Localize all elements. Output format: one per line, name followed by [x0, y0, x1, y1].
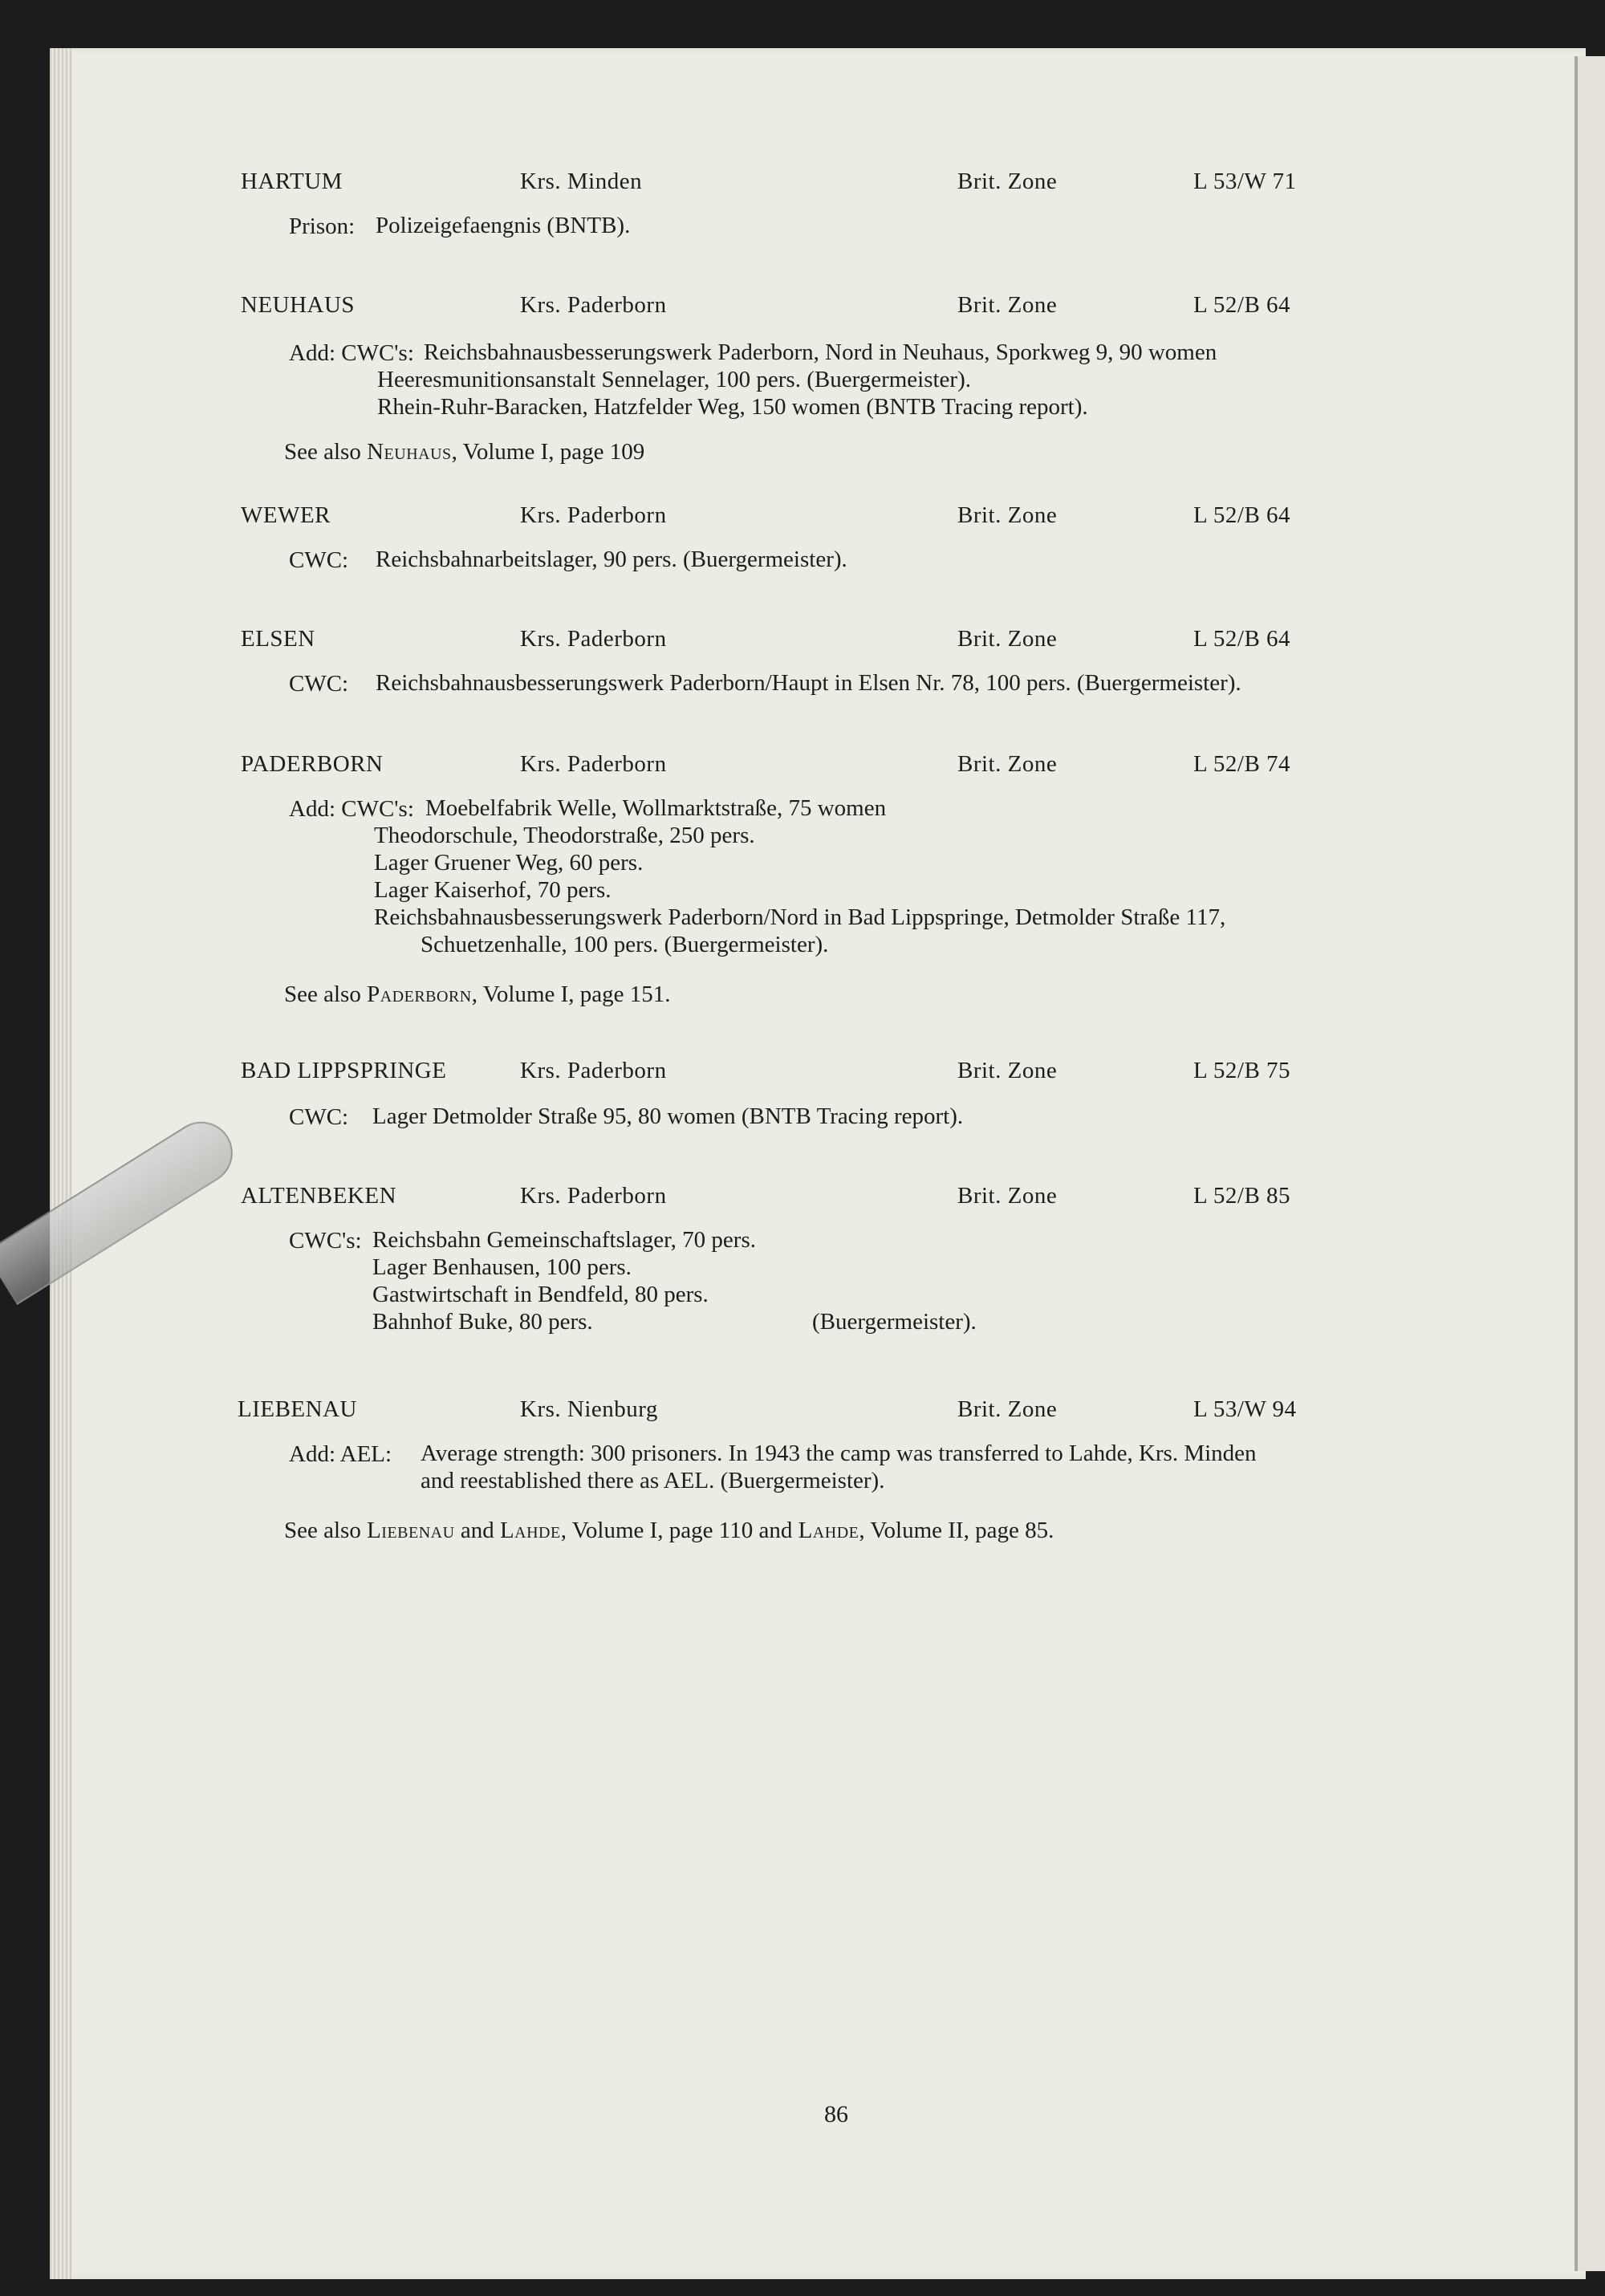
entry-zone: Brit. Zone: [957, 1396, 1058, 1422]
entry-line: Reichsbahnausbesserungswerk Paderborn/Haupt in Elsen Nr. 78, 100 pers. (Buergermeister).: [376, 670, 1241, 696]
entry-line: Theodorschule, Theodorstraße, 250 pers.: [374, 823, 755, 848]
entry-zone: Brit. Zone: [957, 1058, 1058, 1083]
entry-label: Prison:: [289, 213, 356, 239]
entry-line: Lager Kaiserhof, 70 pers.: [374, 877, 612, 903]
entry-place: LIEBENAU: [238, 1396, 357, 1422]
entry-line: Lager Benhausen, 100 pers.: [372, 1254, 632, 1280]
entry-zone: Brit. Zone: [957, 292, 1058, 318]
entry-district: Krs. Nienburg: [520, 1396, 658, 1422]
entry-label: CWC:: [289, 1104, 349, 1130]
entry-district: Krs. Paderborn: [520, 502, 667, 528]
entry-label: CWC:: [289, 547, 349, 573]
entry-line: Heeresmunitionsanstalt Sennelager, 100 pers. (Buergermeister).: [377, 367, 971, 392]
entry-grid-ref: L 52/B 64: [1193, 502, 1291, 528]
entry-line: Reichsbahn Gemeinschaftslager, 70 pers.: [372, 1227, 756, 1253]
entry-zone: Brit. Zone: [957, 626, 1058, 652]
entry-line: Moebelfabrik Welle, Wollmarktstraße, 75 women: [425, 795, 887, 821]
entry-note: (Buergermeister).: [812, 1309, 977, 1335]
entry-place: PADERBORN: [241, 751, 384, 777]
entry-line: Polizeigefaengnis (BNTB).: [376, 213, 631, 238]
entry-place: BAD LIPPSPRINGE: [241, 1058, 447, 1083]
entry-district: Krs. Paderborn: [520, 751, 667, 777]
entry-line: Average strength: 300 prisoners. In 1943 the camp was transferred to Lahde, Krs. Minden: [421, 1441, 1257, 1466]
entry-zone: Brit. Zone: [957, 1183, 1058, 1209]
entry-place: HARTUM: [241, 169, 343, 194]
entry-grid-ref: L 52/B 74: [1193, 751, 1291, 777]
entry-label: CWC's:: [289, 1228, 362, 1254]
entry-label: Add: AEL:: [289, 1441, 392, 1467]
entry-line: Gastwirtschaft in Bendfeld, 80 pers.: [372, 1282, 709, 1307]
entry-grid-ref: L 53/W 71: [1193, 169, 1297, 194]
entry-district: Krs. Paderborn: [520, 292, 667, 318]
entry-zone: Brit. Zone: [957, 502, 1058, 528]
entry-zone: Brit. Zone: [957, 169, 1058, 194]
page-number: 86: [824, 2101, 848, 2127]
entry-place: WEWER: [241, 502, 331, 528]
entry-see-also: See also Neuhaus, Volume I, page 109: [284, 439, 645, 465]
entry-see-also: See also Paderborn, Volume I, page 151.: [284, 981, 671, 1007]
entry-grid-ref: L 53/W 94: [1193, 1396, 1297, 1422]
entry-district: Krs. Paderborn: [520, 1058, 667, 1083]
entry-district: Krs. Paderborn: [520, 1183, 667, 1209]
entry-line: Schuetzenhalle, 100 pers. (Buergermeister).: [421, 932, 829, 957]
entry-line: Bahnhof Buke, 80 pers.: [372, 1309, 593, 1335]
entry-see-also: See also Liebenau and Lahde, Volume I, page 110 and Lahde, Volume II, page 85.: [284, 1518, 1054, 1543]
entry-label: Add: CWC's:: [289, 340, 414, 366]
entry-label: CWC:: [289, 671, 349, 697]
entry-zone: Brit. Zone: [957, 751, 1058, 777]
entry-line: Rhein-Ruhr-Baracken, Hatzfelder Weg, 150 women (BNTB Tracing report).: [377, 394, 1088, 420]
entry-line: Reichsbahnausbesserungswerk Paderborn, Nord in Neuhaus, Sporkweg 9, 90 women: [424, 339, 1217, 365]
entry-grid-ref: L 52/B 64: [1193, 626, 1291, 652]
entry-district: Krs. Paderborn: [520, 626, 667, 652]
entry-district: Krs. Minden: [520, 169, 643, 194]
entry-grid-ref: L 52/B 85: [1193, 1183, 1291, 1209]
entry-label: Add: CWC's:: [289, 796, 414, 822]
entry-place: ELSEN: [241, 626, 315, 652]
entry-line: Reichsbahnausbesserungswerk Paderborn/Nord in Bad Lippspringe, Detmolder Straße 117,: [374, 904, 1226, 930]
entry-line: Lager Detmolder Straße 95, 80 women (BNTB Tracing report).: [372, 1103, 964, 1129]
entry-place: ALTENBEKEN: [241, 1183, 397, 1209]
entry-line: Reichsbahnarbeitslager, 90 pers. (Buergermeister).: [376, 547, 847, 572]
entry-grid-ref: L 52/B 75: [1193, 1058, 1291, 1083]
entry-place: NEUHAUS: [241, 292, 356, 318]
entry-grid-ref: L 52/B 64: [1193, 292, 1291, 318]
entry-line: Lager Gruener Weg, 60 pers.: [374, 850, 644, 876]
facing-page-edge: [1575, 56, 1605, 2271]
entry-line: and reestablished there as AEL. (Buergermeister).: [421, 1468, 885, 1493]
page-edge-stack: [50, 48, 72, 2279]
